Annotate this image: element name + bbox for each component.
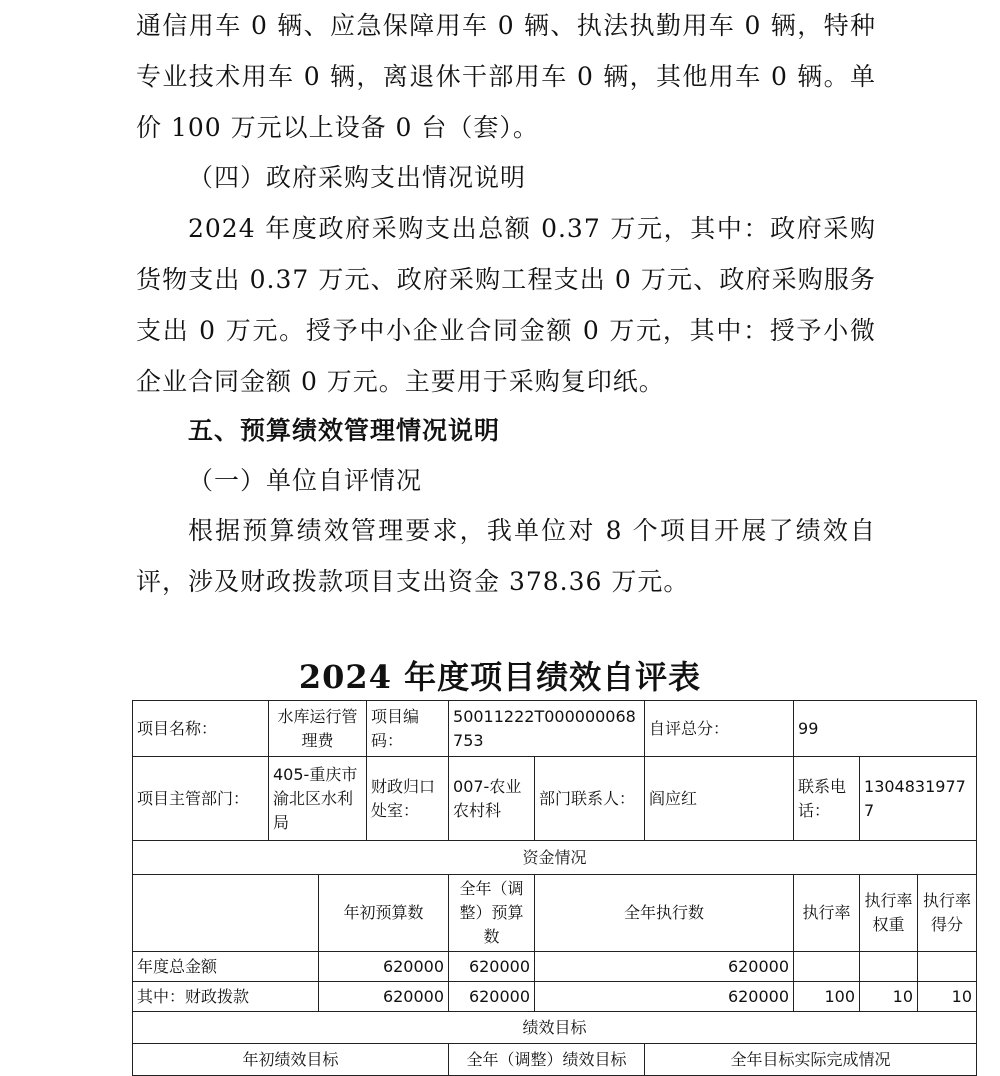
col-rate-score: 执行率得分 bbox=[918, 875, 977, 952]
funds-weight bbox=[860, 952, 918, 982]
heading-self-evaluation: （一）单位自评情况 bbox=[188, 466, 423, 495]
funds-score: 10 bbox=[918, 982, 977, 1012]
funds-executed: 620000 bbox=[535, 952, 794, 982]
funds-rate bbox=[794, 952, 860, 982]
project-name: 水库运行管理费 bbox=[269, 701, 367, 757]
contact-name: 阎应红 bbox=[645, 757, 794, 841]
funds-rate: 100 bbox=[794, 982, 860, 1012]
funds-score bbox=[918, 952, 977, 982]
col-executed: 全年执行数 bbox=[535, 875, 794, 952]
col-initial-goal: 年初绩效目标 bbox=[133, 1044, 449, 1076]
funds-executed: 620000 bbox=[535, 982, 794, 1012]
col-exec-rate: 执行率 bbox=[794, 875, 860, 952]
table-row bbox=[133, 1044, 977, 1076]
project-code: 50011222T000000068753 bbox=[449, 701, 645, 757]
table-row bbox=[133, 982, 977, 1012]
phone-label: 联系电话： bbox=[794, 757, 860, 841]
finance-office-label: 财政归口处室： bbox=[367, 757, 449, 841]
funds-section-header: 资金情况 bbox=[133, 841, 977, 875]
table-title: 2024 年度项目绩效自评表 bbox=[298, 658, 702, 696]
col-rate-weight: 执行率权重 bbox=[860, 875, 918, 952]
table-row bbox=[133, 952, 977, 982]
finance-office: 007-农业农村科 bbox=[449, 757, 535, 841]
funds-adjusted: 620000 bbox=[449, 982, 535, 1012]
project-code-label: 项目编码： bbox=[367, 701, 449, 757]
paragraph-vehicles: 通信用车 0 辆、应急保障用车 0 辆、执法执勤用车 0 辆，特种专业技术用车 0 辆，离退休干部用车 0 辆，其他用车 0 辆。单价 100 万元以上设备 0 台（套）。 bbox=[136, 11, 876, 142]
col-adjusted-goal: 全年（调整）绩效目标 bbox=[449, 1044, 645, 1076]
funds-row-label: 年度总金额 bbox=[133, 952, 319, 982]
contact-label: 部门联系人： bbox=[535, 757, 645, 841]
heading-procurement: （四）政府采购支出情况说明 bbox=[188, 163, 527, 192]
col-initial-budget: 年初预算数 bbox=[319, 875, 449, 952]
funds-initial: 620000 bbox=[319, 982, 449, 1012]
table-title-wrap bbox=[0, 652, 1000, 698]
funds-adjusted: 620000 bbox=[449, 952, 535, 982]
table-row bbox=[133, 875, 977, 952]
table-row bbox=[133, 841, 977, 875]
project-name-label: 项目名称： bbox=[133, 701, 269, 757]
col-adjusted-budget: 全年（调整）预算数 bbox=[449, 875, 535, 952]
dept-name: 405-重庆市渝北区水利局 bbox=[269, 757, 367, 841]
funds-initial: 620000 bbox=[319, 952, 449, 982]
goals-section-header: 绩效目标 bbox=[133, 1012, 977, 1044]
table-row bbox=[133, 1012, 977, 1044]
funds-blank-header bbox=[133, 875, 319, 952]
col-actual-completion: 全年目标实际完成情况 bbox=[645, 1044, 977, 1076]
score-label: 自评总分： bbox=[645, 701, 794, 757]
paragraph-self-evaluation: 根据预算绩效管理要求，我单位对 8 个项目开展了绩效自评，涉及财政拨款项目支出资金 378.36 万元。 bbox=[136, 516, 876, 596]
paragraph-procurement: 2024 年度政府采购支出总额 0.37 万元，其中：政府采购货物支出 0.37 万元、政府采购工程支出 0 万元、政府采购服务支出 0 万元。授予中小企业合同金额 0 万元，其中：授予小微企业合同金额 0 万元。主要用于采购复印纸。 bbox=[136, 214, 876, 396]
funds-weight: 10 bbox=[860, 982, 918, 1012]
self-eval-score: 99 bbox=[794, 701, 977, 757]
performance-evaluation-table bbox=[132, 700, 977, 1076]
phone-number: 13048319777 bbox=[860, 757, 977, 841]
table-row bbox=[133, 757, 977, 841]
funds-row-label: 其中：财政拨款 bbox=[133, 982, 319, 1012]
heading-section-five: 五、预算绩效管理情况说明 bbox=[188, 416, 501, 445]
table-row bbox=[133, 701, 977, 757]
dept-label: 项目主管部门： bbox=[133, 757, 269, 841]
